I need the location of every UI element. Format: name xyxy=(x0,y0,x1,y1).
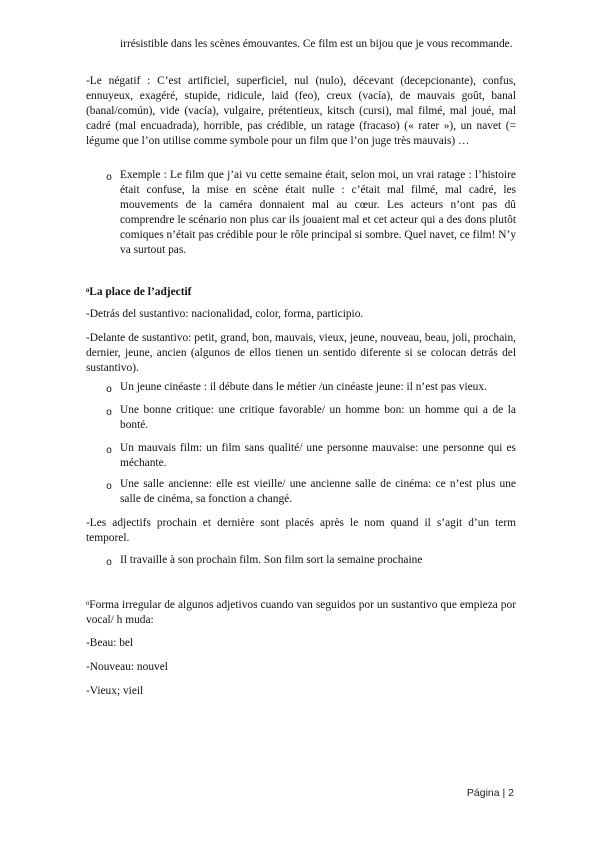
paragraph-detras: -Detrás del sustantivo: nacionalidad, color, forma, participio. xyxy=(86,308,364,320)
form-nouveau: -Nouveau: nouvel xyxy=(86,661,168,673)
list-item: Un mauvais film: un film sans qualité/ une personne mauvaise: une personne qui es méchante. xyxy=(120,442,516,469)
section-heading-place xyxy=(86,285,516,300)
form-vieux: -Vieux; vieil xyxy=(86,685,144,697)
heading-marker: ᵒ xyxy=(86,599,90,611)
paragraph-delante: -Delante de sustantivo: petit, grand, bon, mauvais, vieux, jeune, nouveau, beau, joli, prochain, dernier, jeune, ancien (algunos de ellos tienen un sentido diferente si se colocan detrás del sustantivo). xyxy=(86,332,516,374)
bullet-marker: o xyxy=(106,172,112,183)
form-beau: -Beau: bel xyxy=(86,637,134,649)
bullet-marker: o xyxy=(106,445,112,456)
paragraph-forma xyxy=(86,598,516,628)
list-item: Une salle ancienne: elle est vieille/ une ancienne salle de cinéma: ce n’est plus une salle de cinéma, sa fonction a changé. xyxy=(120,478,516,505)
example-paragraph: Exemple : Le film que j’ai vu cette semaine était, selon moi, un vrai ratage : l’histoire était confuse, la mise en scène était nulle : c’était mal filmé, mal cadré, les mouvements de la caméra donnaient mal au cœur. Les acteurs n’ont pas dû comprendre le scénario non plus car ils jouaient mal et cet acteur qui a des dons plutôt comiques n’était pas crédible pour le rôle principal si sombre. Quel navet, ce film! N’y va surtout pas. xyxy=(120,169,517,256)
list-item: Une bonne critique: une critique favorable/ un homme bon: un homme qui a de la bonté. xyxy=(120,404,516,431)
page-number-footer: Página | 2 xyxy=(466,787,514,799)
heading-text: La place de l’adjectif xyxy=(89,286,192,298)
bullet-marker: o xyxy=(106,557,112,568)
bullet-marker: o xyxy=(106,384,112,395)
bullet-marker: o xyxy=(106,481,112,492)
list-item: Il travaille à son prochain film. Son film sort la semaine prochaine xyxy=(120,554,423,566)
paragraph-continuation: irrésistible dans les scènes émouvantes. Ce film est un bijou que je vous recommande. xyxy=(120,38,513,50)
forma-text: Forma irregular de algunos adjetivos cuando van seguidos por un sustantivo que empieza por vocal/ h muda: xyxy=(86,599,516,626)
heading-marker: ᵒ xyxy=(86,286,90,298)
bullet-marker: o xyxy=(106,407,112,418)
paragraph-negatif: -Le négatif : C’est artificiel, superficiel, nul (nulo), décevant (decepcionante), confus, ennuyeux, exagéré, stupide, ridicule, laid (feo), creux (vacía), de mauvais goût, banal (banal/común), vide (vacía), vulgaire, prétentieux, kitsch (cursi), mal filmé, mal joué, mal cadré (mal encuadrada), horrible, pas crédible, un ratage (fracaso) (« rater »), un navet (= légume que l’on utilise comme symbole pour un film que l’on juge très mauvais) … xyxy=(86,75,516,147)
paragraph-prochain: -Les adjectifs prochain et dernière sont placés après le nom quand il s’agit d’un term temporel. xyxy=(86,517,516,544)
list-item: Un jeune cinéaste : il débute dans le métier /un cinéaste jeune: il n’est pas vieux. xyxy=(120,381,487,393)
